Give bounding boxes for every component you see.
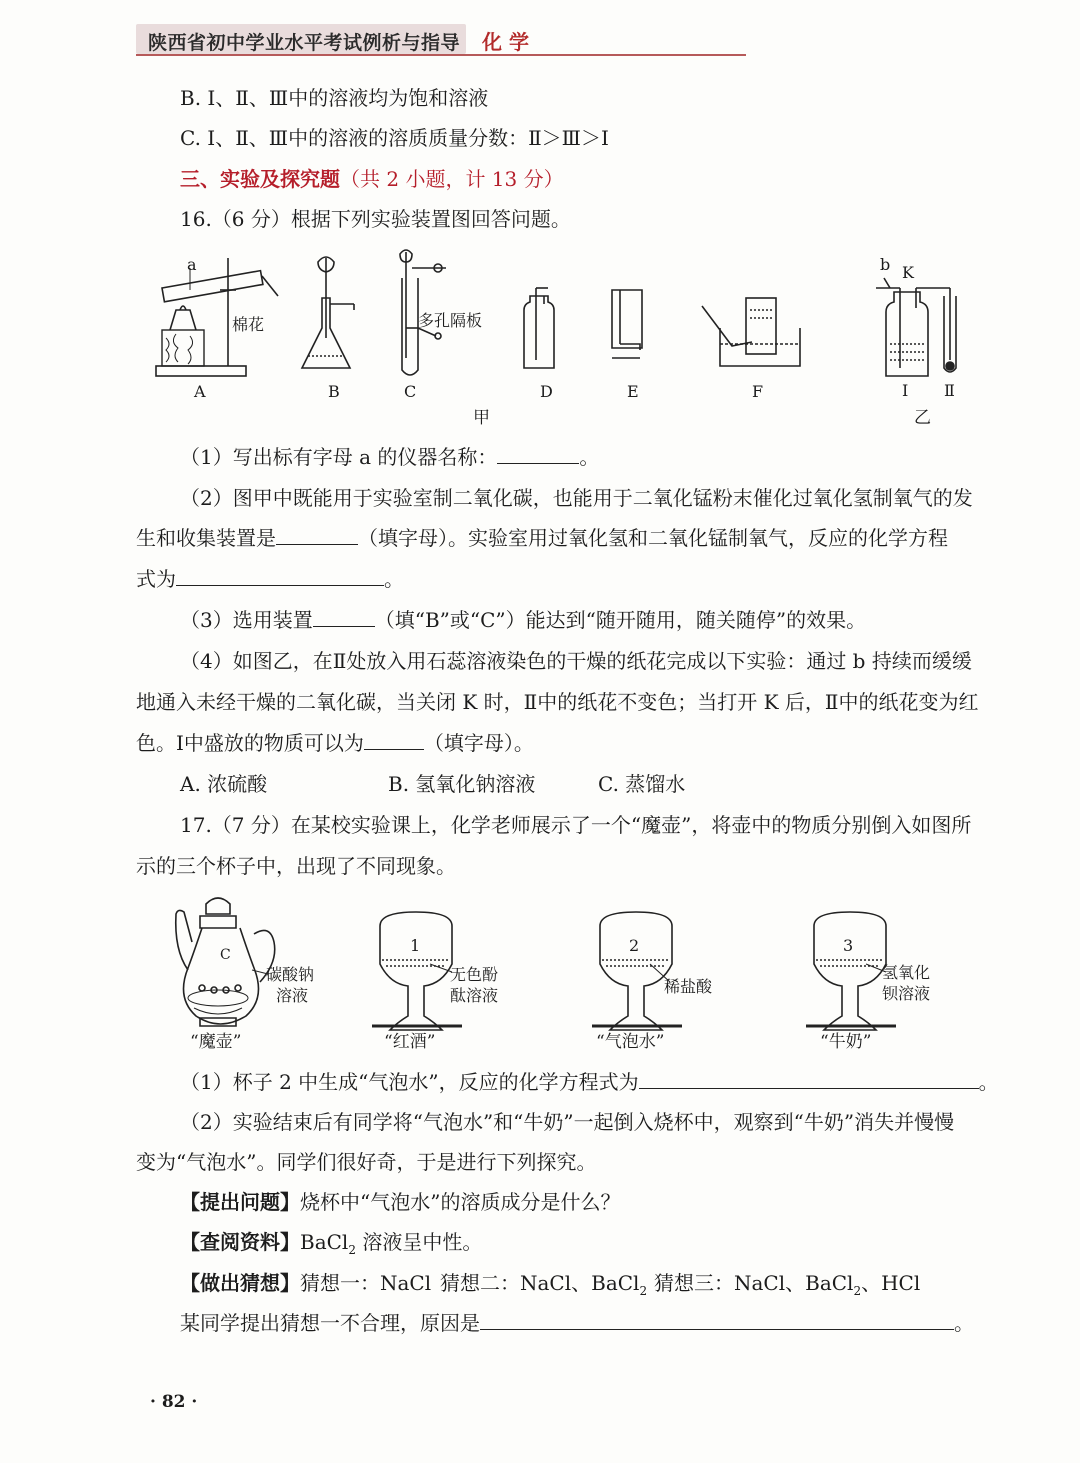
header-divider bbox=[136, 54, 746, 56]
cup-3-label-line1: 氢氧化 bbox=[882, 963, 931, 982]
header-title: 陕西省初中学业水平考试例析与指导 bbox=[148, 32, 461, 54]
hypothesis-1: 猜想一：NaCl bbox=[300, 1271, 432, 1295]
q17-part1 bbox=[180, 1069, 999, 1095]
q16-part1-end: 。 bbox=[579, 445, 600, 469]
hypothesis-2-pre: 猜想二：NaCl、BaCl bbox=[440, 1271, 640, 1295]
q16-part2-line1: （2）图甲中既能用于实验室制二氧化碳，也能用于二氧化锰粉末催化过氧化氢制氧气的发 bbox=[180, 486, 973, 510]
q17-part1-text-a: （1）杯子 2 中生成“气泡水”，反应的化学方程式为 bbox=[180, 1070, 639, 1094]
q16-part2-text-d: 。 bbox=[384, 567, 404, 591]
pot-letter: C bbox=[220, 947, 231, 963]
q16-option-c: C. 蒸馏水 bbox=[598, 772, 686, 796]
cup-2-number: 2 bbox=[629, 936, 640, 955]
q16-part1-text: （1）写出标有字母 a 的仪器名称： bbox=[180, 445, 498, 469]
apparatus-d-drawing bbox=[524, 288, 554, 368]
cup-1-label-line1: 无色酚 bbox=[450, 965, 499, 984]
hypothesis-2 bbox=[440, 1270, 647, 1304]
q16-part2-line3 bbox=[136, 566, 404, 592]
reason-text-b: 。 bbox=[954, 1311, 974, 1335]
cup-2-caption: “气泡水” bbox=[596, 1032, 665, 1052]
reference-info-pre: BaCl bbox=[300, 1230, 349, 1254]
cup-1-label-line2: 酞溶液 bbox=[450, 986, 499, 1005]
label-b: b bbox=[880, 255, 891, 274]
q16-part4-line3 bbox=[136, 730, 534, 756]
apparatus-yi-drawing bbox=[876, 278, 956, 376]
q16-stem: 16.（6 分）根据下列实验装置图回答问题。 bbox=[180, 207, 571, 231]
q16-part4-text-a: 色。Ⅰ中盛放的物质可以为 bbox=[136, 731, 364, 755]
question-raised-tag: 【提出问题】 bbox=[180, 1190, 300, 1214]
apparatus-f-drawing bbox=[702, 298, 800, 366]
apparatus-label-f: F bbox=[752, 382, 764, 401]
q16-part4-text-b: （填字母）。 bbox=[423, 731, 534, 755]
reference-info-sub: 2 bbox=[348, 1243, 356, 1257]
hypothesis-3-post: 、HCl bbox=[861, 1271, 921, 1295]
q16-part4-line2: 地通入未经干燥的二氧化碳，当关闭 K 时，Ⅱ中的纸花不变色；当打开 K 后，Ⅱ中的纸花变为红 bbox=[136, 690, 979, 714]
answer-blank[interactable] bbox=[276, 526, 358, 545]
q17-part2-line2: 变为“气泡水”。同学们很好奇，于是进行下列探究。 bbox=[136, 1150, 597, 1174]
q16-option-a: A. 浓硫酸 bbox=[180, 772, 268, 796]
apparatus-label-b: B bbox=[328, 382, 340, 401]
answer-blank[interactable] bbox=[364, 731, 424, 750]
page-number: · 82 · bbox=[150, 1392, 198, 1412]
hypothesis-2-sub: 2 bbox=[639, 1284, 648, 1298]
q16-part2-line2 bbox=[136, 525, 948, 551]
q16-part3-text-b: （填“B”或“C”）能达到“随开随用，随关随停”的效果。 bbox=[374, 608, 867, 632]
apparatus-label-d: D bbox=[540, 382, 553, 401]
reference-info-post: 溶液呈中性。 bbox=[355, 1230, 483, 1254]
reason-text-a: 某同学提出猜想一不合理，原因是 bbox=[180, 1311, 480, 1335]
section-note: （共 2 小题，计 13 分） bbox=[340, 167, 564, 191]
cup-3-caption: “牛奶” bbox=[820, 1032, 872, 1052]
answer-blank[interactable] bbox=[639, 1070, 979, 1089]
q16-part2-text-a: 生和收集装置是 bbox=[136, 526, 276, 550]
hypothesis-3-sub: 2 bbox=[853, 1284, 862, 1298]
reference-info-tag: 【查阅资料】 bbox=[180, 1230, 300, 1254]
apparatus-e-drawing bbox=[612, 290, 642, 358]
q16-part3 bbox=[180, 607, 866, 633]
hypotheses-tag: 【做出猜想】 bbox=[180, 1271, 300, 1295]
q15-option-c: C. Ⅰ、Ⅱ、Ⅲ中的溶液的溶质质量分数：Ⅱ＞Ⅲ＞Ⅰ bbox=[180, 126, 609, 150]
q15-option-b: B. Ⅰ、Ⅱ、Ⅲ中的溶液均为饱和溶液 bbox=[180, 86, 489, 110]
hypotheses bbox=[180, 1270, 431, 1296]
cup-2-label-line1: 稀盐酸 bbox=[664, 977, 713, 996]
label-I: Ⅰ bbox=[902, 381, 909, 400]
apparatus-label-a: A bbox=[194, 382, 206, 401]
cup-1-number: 1 bbox=[410, 936, 421, 955]
reference-info bbox=[180, 1229, 482, 1263]
label-k: K bbox=[902, 263, 914, 282]
label-II: Ⅱ bbox=[944, 381, 955, 400]
q16-part2-text-c: 式为 bbox=[136, 567, 176, 591]
section-heading bbox=[180, 166, 564, 192]
q16-option-b: B. 氢氧化钠溶液 bbox=[388, 772, 536, 796]
section-title: 三、实验及探究题 bbox=[180, 167, 340, 191]
cup-2-drawing bbox=[592, 912, 682, 1030]
q16-part1 bbox=[180, 444, 599, 470]
figure-caption-yi: 乙 bbox=[914, 408, 931, 428]
q16-part4-line1: （4）如图乙，在Ⅱ处放入用石蕊溶液染色的干燥的纸花完成以下实验：通过 b 持续而缓缓 bbox=[180, 649, 972, 673]
cup-1-caption: “红酒” bbox=[384, 1032, 436, 1052]
label-porous-plate: 多孔隔板 bbox=[418, 311, 483, 330]
pot-label-line1: 碳酸钠 bbox=[266, 965, 315, 984]
answer-blank[interactable] bbox=[480, 1311, 954, 1330]
label-a: a bbox=[187, 255, 197, 274]
q17-part2-line1: （2）实验结束后有同学将“气泡水”和“牛奶”一起倒入烧杯中，观察到“牛奶”消失并慢慢 bbox=[180, 1110, 955, 1134]
pot-label-line2: 溶液 bbox=[276, 986, 309, 1005]
question-raised bbox=[180, 1189, 620, 1215]
cup-1-drawing bbox=[372, 912, 462, 1030]
cup-3-label-line2: 钡溶液 bbox=[882, 984, 931, 1003]
apparatus-label-c: C bbox=[404, 382, 417, 401]
q16-apparatus-figure bbox=[150, 248, 980, 428]
q17-part1-text-b: 。 bbox=[978, 1070, 999, 1094]
answer-blank[interactable] bbox=[497, 445, 579, 464]
q17-stem-line2: 示的三个杯子中，出现了不同现象。 bbox=[136, 854, 456, 878]
reason-line bbox=[180, 1310, 974, 1336]
question-raised-text: 烧杯中“气泡水”的溶质成分是什么？ bbox=[300, 1190, 621, 1214]
label-cotton: 棉花 bbox=[232, 315, 265, 334]
apparatus-label-e: E bbox=[627, 382, 639, 401]
hypothesis-3-pre: 猜想三：NaCl、BaCl bbox=[654, 1271, 854, 1295]
answer-blank[interactable] bbox=[176, 567, 384, 586]
hypothesis-3 bbox=[654, 1270, 920, 1304]
q16-part3-text-a: （3）选用装置 bbox=[180, 608, 313, 632]
q17-stem-line1: 17.（7 分）在某校实验课上，化学老师展示了一个“魔壶”，将壶中的物质分别倒入如图所 bbox=[180, 813, 972, 837]
cup-3-number: 3 bbox=[843, 936, 854, 955]
header-subject: 化 学 bbox=[482, 30, 529, 54]
figure-caption-jia: 甲 bbox=[473, 408, 490, 428]
pot-caption: “魔壶” bbox=[190, 1032, 242, 1052]
answer-blank[interactable] bbox=[313, 608, 375, 627]
apparatus-b-drawing bbox=[302, 257, 354, 368]
q16-part2-text-b: （填字母）。实验室用过氧化氢和二氧化锰制氧气，反应的化学方程 bbox=[358, 526, 948, 550]
